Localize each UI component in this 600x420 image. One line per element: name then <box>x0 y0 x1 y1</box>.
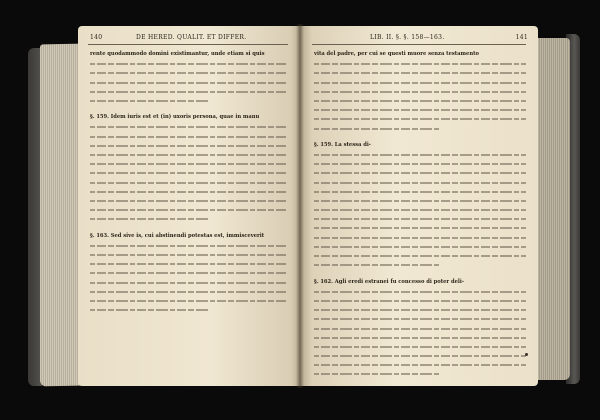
paragraph <box>314 141 526 270</box>
text-line <box>90 68 286 77</box>
text-line <box>90 250 286 259</box>
text-line <box>90 196 286 205</box>
text-line <box>90 159 286 168</box>
page-edges-right <box>536 38 570 380</box>
paragraph-lead-line: §. 159. La stessa di- <box>314 141 371 148</box>
text-line <box>314 105 526 114</box>
text-line <box>314 214 526 223</box>
left-page <box>78 26 300 386</box>
text-line <box>90 268 286 277</box>
right-header-rule <box>312 44 526 45</box>
left-running-head: DE HERED. QUALIT. ET DIFFER. <box>136 34 247 41</box>
text-line <box>314 124 526 133</box>
text-line <box>314 242 526 251</box>
text-line <box>314 369 526 378</box>
paragraph-lead-line: §. 159. Idem iuris est et (in) uxoris persona, quae in manu <box>90 114 260 121</box>
text-line <box>314 205 526 214</box>
page-edges-left <box>40 44 82 387</box>
text-line <box>314 59 526 68</box>
left-header-rule <box>88 44 288 45</box>
text-line <box>90 259 286 268</box>
right-page <box>300 26 538 386</box>
text-line <box>314 233 526 242</box>
paragraph-lead-line: §. 163. Sed sive is, cui abstinendi potestas est, immisceverit <box>90 232 265 239</box>
text-line <box>90 305 286 314</box>
right-page-number: 141 <box>515 34 528 41</box>
text-line <box>314 260 526 269</box>
paragraph <box>314 50 526 133</box>
paragraph-lead-line: §. 162. Agli eredi estranei fu concesso di poter deli- <box>314 278 464 285</box>
text-line <box>90 187 286 196</box>
text-line <box>314 114 526 123</box>
page-mark <box>525 353 528 356</box>
text-line <box>90 287 286 296</box>
text-line <box>90 132 286 141</box>
text-line <box>314 342 526 351</box>
text-line <box>314 251 526 260</box>
text-line <box>314 314 526 323</box>
text-line <box>314 178 526 187</box>
text-line <box>90 96 286 105</box>
text-line <box>314 187 526 196</box>
text-line <box>314 360 526 369</box>
text-line <box>90 278 286 287</box>
text-line <box>90 59 286 68</box>
right-running-head: LIB. II. §. §. 158—163. <box>370 34 445 41</box>
text-line <box>90 205 286 214</box>
book-gutter <box>296 24 304 388</box>
text-line <box>314 87 526 96</box>
text-line <box>90 122 286 131</box>
paragraph <box>90 113 286 223</box>
text-line <box>314 196 526 205</box>
text-line <box>314 168 526 177</box>
text-line <box>314 305 526 314</box>
left-page-number: 140 <box>90 34 103 41</box>
text-line <box>314 351 526 360</box>
paragraph <box>314 278 526 379</box>
text-line <box>90 241 286 250</box>
text-line <box>90 150 286 159</box>
text-line <box>314 96 526 105</box>
paragraph-lead-line: rente quodammodo domini existimantur, unde etiam si quis <box>90 51 265 57</box>
text-line <box>314 324 526 333</box>
text-line <box>314 68 526 77</box>
text-line <box>90 178 286 187</box>
text-line <box>314 296 526 305</box>
text-line <box>90 168 286 177</box>
text-line <box>314 287 526 296</box>
text-line <box>314 150 526 159</box>
paragraph-lead-line: vita del padre, per cui se questi muore senza testamento <box>314 51 479 57</box>
paragraph <box>90 232 286 315</box>
text-line <box>90 78 286 87</box>
text-line <box>314 333 526 342</box>
text-line <box>90 141 286 150</box>
text-line <box>90 214 286 223</box>
paragraph <box>90 50 286 105</box>
text-line <box>90 296 286 305</box>
text-line <box>314 78 526 87</box>
text-line <box>90 87 286 96</box>
text-line <box>314 159 526 168</box>
text-line <box>314 223 526 232</box>
